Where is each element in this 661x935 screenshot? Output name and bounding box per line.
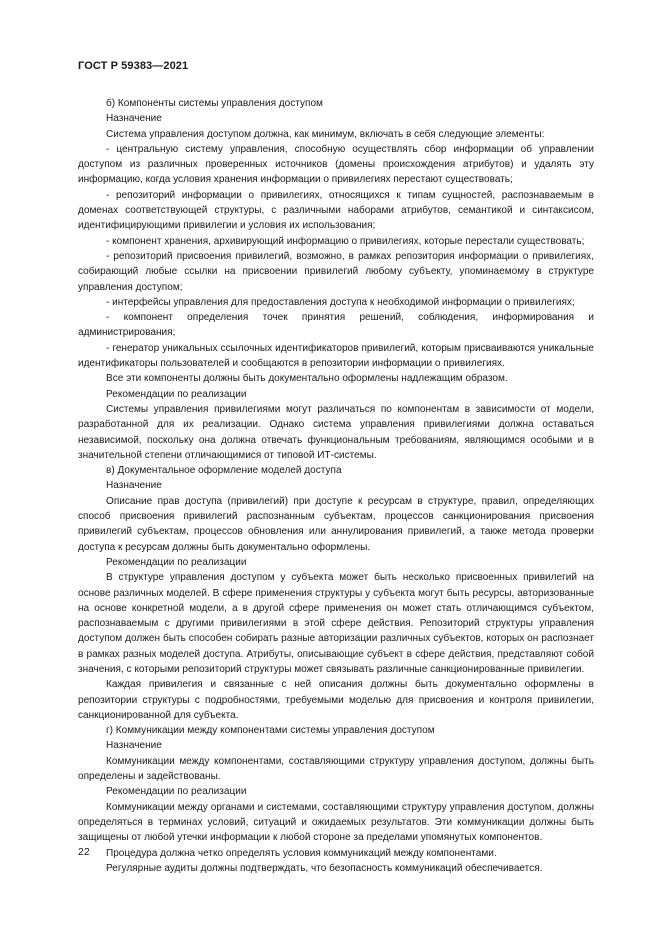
subheading-purpose: Назначение xyxy=(106,113,162,125)
body-paragraph: Системы управления привилегиями могут различаться по компонентам в зависимости от модели, разработанной для их реализации. Однако система управления привилегиями должна оставаться независимой, поскольку она должна отвечать функциональным требованиям, являющимся особыми и в значительной степени отличающимися от типовой ИТ-системы. xyxy=(78,403,594,461)
list-item: - репозиторий присвоения привилегий, возможно, в рамках репозитория информации о привилегиях, собирающий любые ссылки на присвоении привилегий любому субъекту, упоминаемому в структуре управления доступом; xyxy=(78,250,594,293)
list-item: - интерфейсы управления для предоставления доступа к необходимой информации о привилегиях; xyxy=(106,296,575,308)
document-body xyxy=(78,96,594,876)
document-header: ГОСТ Р 59383—2021 xyxy=(78,60,189,72)
body-paragraph: Процедура должна четко определять условия коммуникаций между компонентами. xyxy=(106,847,497,859)
section-heading-v: в) Документальное оформление моделей доступа xyxy=(106,465,342,477)
list-item: - репозиторий информации о привилегиях, относящихся к типам сущностей, распознаваемым в доменах соответствующей структуры, с различными наборами атрибутов, семантикой и синтаксисом, идентифицирующими привилегии и условия их использования; xyxy=(78,189,594,232)
section-heading-b: б) Компоненты системы управления доступом xyxy=(106,98,323,109)
section-heading-g: г) Коммуникации между компонентами системы управления доступом xyxy=(106,725,435,737)
list-item: - компонент хранения, архивирующий информацию о привилегиях, которые перестали существовать; xyxy=(106,235,585,247)
page-number: 22 xyxy=(78,846,90,858)
body-paragraph: Коммуникации между органами и системами, составляющими структуру управления доступом, должны определяться в терминах условий, ситуаций и ожидаемых результатов. Эти коммуникации должны быть защищены от любой утечки информации к любой стороне за пределами упомянутых компонентов. xyxy=(78,801,594,844)
body-paragraph: Каждая привилегия и связанные с ней описания должны быть документально оформлены в репозитории структуры с подробностями, требуемыми моделью для присвоения и контроля привилегии, санкционированной для субъекта. xyxy=(78,679,594,721)
body-paragraph: В структуре управления доступом у субъекта может быть несколько присвоенных привилегий на основе различных моделей. В сфере применения структуры у субъекта могут быть ресурсы, авторизованные на основе конкретной модели, а в другой сфере применения он может стать отличающимся субъектом, распознаваемым с другими привилегиями в этой сфере действия. Репозиторий структуры управления доступом должен быть способен собирать разные авторизации различных субъектов, которых он распознает в рамках разных моделей доступа. Атрибуты, описывающие субъект в сфере действия, представляют собой значения, с которыми репозиторий структуры может связывать различные санкционированные привилегии. xyxy=(78,572,594,675)
subheading-recommendations: Рекомендации по реализации xyxy=(106,786,247,798)
subheading-purpose: Назначение xyxy=(106,480,162,492)
list-item: - центральную систему управления, способную осуществлять сбор информации об управлении доступом из различных проверенных источников (домены происхождения атрибутов) и удалять эту информацию, когда условия хранения информации о привилегиях перестают существовать; xyxy=(78,143,594,186)
list-item: - генератор уникальных ссылочных идентификаторов привилегий, которым присваиваются уникальные идентификаторы пользователей и сообщаются в репозитории информации о привилегиях. xyxy=(78,342,594,370)
subheading-purpose: Назначение xyxy=(106,740,162,752)
list-item: - компонент определения точек принятия решений, соблюдения, информирования и администрирования; xyxy=(78,312,594,339)
body-paragraph: Регулярные аудиты должны подтверждать, что безопасность коммуникаций обеспечивается. xyxy=(106,862,543,874)
body-paragraph: Коммуникации между компонентами, составляющими структуру управления доступом, должны быть определены и задействованы. xyxy=(78,755,594,783)
body-paragraph: Система управления доступом должна, как минимум, включать в себя следующие элементы: xyxy=(106,128,545,140)
body-paragraph: Описание прав доступа (привилегий) при доступе к ресурсам в структуре, правил, определяющих способ присвоения привилегий распознанным субъектам, процессов санкционирования присвоения привилегий субъектам, процессов обновления или аннулирования привилегий, а также метода проверки доступа к ресурсам должны быть документально оформлены. xyxy=(78,495,594,553)
subheading-recommendations: Рекомендации по реализации xyxy=(106,556,247,568)
subheading-recommendations: Рекомендации по реализации xyxy=(106,388,247,400)
body-paragraph: Все эти компоненты должны быть документально оформлены надлежащим образом. xyxy=(106,373,508,385)
